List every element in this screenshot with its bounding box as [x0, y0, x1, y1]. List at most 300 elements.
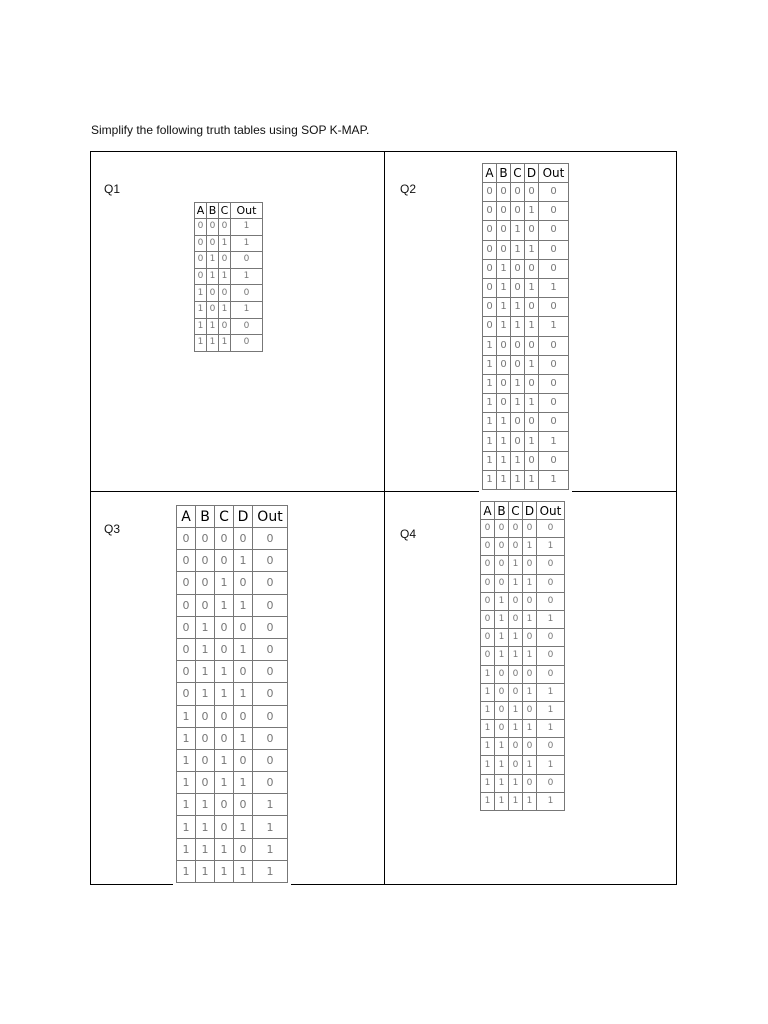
table-cell: 1 [497, 278, 511, 297]
table-cell: 0 [497, 240, 511, 259]
table-cell: 0 [537, 592, 565, 610]
table-cell: 0 [177, 638, 196, 660]
table-cell: 1 [511, 451, 525, 470]
table-row [483, 355, 569, 374]
table-cell: 1 [253, 838, 288, 860]
table-row [195, 252, 263, 269]
table-row [481, 792, 565, 810]
table-cell: 0 [231, 285, 263, 302]
table-cell: 0 [253, 550, 288, 572]
table-cell: 1 [483, 413, 497, 432]
table-cell: 1 [234, 550, 253, 572]
table-cell: 0 [497, 221, 511, 240]
table-cell: 0 [497, 336, 511, 355]
column-header: B [196, 506, 215, 528]
table-cell: 0 [195, 252, 207, 269]
table-cell: 1 [539, 432, 569, 451]
table-row [177, 705, 288, 727]
table-cell: 0 [511, 278, 525, 297]
table-cell: 1 [195, 335, 207, 352]
table-cell: 0 [523, 629, 537, 647]
table-cell: 0 [525, 259, 539, 278]
table-cell: 1 [495, 592, 509, 610]
table-cell: 1 [177, 860, 196, 882]
table-cell: 0 [509, 683, 523, 701]
table-cell: 0 [525, 183, 539, 202]
table-cell: 0 [253, 594, 288, 616]
table-cell: 1 [523, 610, 537, 628]
table-cell: 1 [525, 470, 539, 489]
table-cell: 0 [495, 701, 509, 719]
question-label-q4: Q4 [400, 527, 417, 541]
column-header: D [525, 164, 539, 183]
table-cell: 0 [231, 318, 263, 335]
table-cell: 0 [481, 520, 495, 538]
table-row [177, 550, 288, 572]
table-row [483, 202, 569, 221]
table-row [483, 221, 569, 240]
table-cell: 0 [495, 683, 509, 701]
table-cell: 0 [525, 298, 539, 317]
table-cell: 1 [215, 772, 234, 794]
table-cell: 0 [539, 394, 569, 413]
table-cell: 0 [234, 749, 253, 771]
table-row [481, 720, 565, 738]
table-cell: 0 [234, 705, 253, 727]
column-header: C [511, 164, 525, 183]
truth-table-q4 [480, 501, 565, 811]
table-cell: 1 [196, 794, 215, 816]
table-row [195, 235, 263, 252]
table-cell: 1 [525, 202, 539, 221]
table-cell: 0 [495, 538, 509, 556]
table-cell: 0 [483, 183, 497, 202]
table-cell: 0 [481, 629, 495, 647]
table-cell: 1 [196, 616, 215, 638]
table-cell: 1 [497, 317, 511, 336]
table-cell: 1 [523, 683, 537, 701]
table-cell: 1 [234, 816, 253, 838]
table-cell: 0 [177, 616, 196, 638]
column-header: C [215, 506, 234, 528]
table-cell: 1 [525, 317, 539, 336]
table-cell: 0 [196, 772, 215, 794]
table-cell: 0 [481, 538, 495, 556]
table-cell: 0 [231, 335, 263, 352]
table-cell: 1 [511, 221, 525, 240]
table-cell: 0 [539, 413, 569, 432]
table-cell: 1 [497, 259, 511, 278]
table-row [481, 701, 565, 719]
table-cell: 0 [523, 738, 537, 756]
table-cell: 0 [525, 221, 539, 240]
column-header: D [523, 502, 537, 520]
table-cell: 1 [495, 629, 509, 647]
table-cell: 1 [481, 774, 495, 792]
table-cell: 1 [509, 629, 523, 647]
table-row [483, 183, 569, 202]
table-row [177, 594, 288, 616]
table-cell: 0 [523, 774, 537, 792]
table-row [177, 749, 288, 771]
table-cell: 1 [509, 774, 523, 792]
table-cell: 0 [253, 661, 288, 683]
table-cell: 1 [253, 816, 288, 838]
table-cell: 0 [207, 235, 219, 252]
table-cell: 0 [509, 738, 523, 756]
table-cell: 0 [207, 219, 219, 236]
table-cell: 0 [177, 594, 196, 616]
table-cell: 0 [177, 572, 196, 594]
table-cell: 0 [497, 183, 511, 202]
table-cell: 0 [219, 219, 231, 236]
table-cell: 1 [483, 470, 497, 489]
table-cell: 0 [495, 520, 509, 538]
table-cell: 1 [483, 394, 497, 413]
table-cell: 0 [539, 336, 569, 355]
question-label-q1: Q1 [104, 182, 121, 196]
table-cell: 1 [231, 301, 263, 318]
table-cell: 1 [253, 860, 288, 882]
table-cell: 1 [177, 749, 196, 771]
table-cell: 1 [231, 235, 263, 252]
table-cell: 1 [219, 301, 231, 318]
table-cell: 0 [539, 451, 569, 470]
table-cell: 1 [523, 720, 537, 738]
table-cell: 0 [509, 538, 523, 556]
table-row [481, 774, 565, 792]
table-cell: 1 [177, 727, 196, 749]
table-cell: 1 [537, 756, 565, 774]
table-cell: 1 [481, 683, 495, 701]
table-cell: 0 [525, 374, 539, 393]
table-row [177, 860, 288, 882]
table-cell: 0 [253, 616, 288, 638]
table-row [195, 285, 263, 302]
table-cell: 1 [231, 219, 263, 236]
table-cell: 0 [195, 235, 207, 252]
table-cell: 0 [525, 451, 539, 470]
table-cell: 1 [537, 610, 565, 628]
table-cell: 1 [177, 705, 196, 727]
table-cell: 1 [511, 470, 525, 489]
table-cell: 1 [481, 701, 495, 719]
table-cell: 0 [207, 301, 219, 318]
table-cell: 1 [511, 394, 525, 413]
table-cell: 1 [219, 268, 231, 285]
table-cell: 0 [539, 298, 569, 317]
table-cell: 1 [195, 318, 207, 335]
table-cell: 1 [196, 816, 215, 838]
table-cell: 0 [253, 749, 288, 771]
table-row [177, 616, 288, 638]
table-cell: 0 [219, 252, 231, 269]
table-row [195, 219, 263, 236]
table-cell: 1 [195, 301, 207, 318]
table-cell: 1 [497, 298, 511, 317]
table-row [481, 520, 565, 538]
table-cell: 0 [483, 259, 497, 278]
table-cell: 0 [523, 701, 537, 719]
table-cell: 1 [495, 610, 509, 628]
table-cell: 1 [234, 638, 253, 660]
table-cell: 0 [234, 616, 253, 638]
table-cell: 1 [539, 317, 569, 336]
column-header: A [481, 502, 495, 520]
table-cell: 1 [537, 701, 565, 719]
column-header: Out [537, 502, 565, 520]
table-header-row [481, 502, 565, 520]
table-cell: 1 [523, 538, 537, 556]
table-cell: 1 [509, 701, 523, 719]
table-cell: 1 [483, 374, 497, 393]
table-cell: 1 [509, 720, 523, 738]
table-cell: 1 [215, 838, 234, 860]
table-cell: 0 [253, 528, 288, 550]
table-cell: 0 [177, 528, 196, 550]
table-cell: 1 [497, 413, 511, 432]
table-row [483, 470, 569, 489]
table-cell: 0 [253, 705, 288, 727]
table-cell: 1 [234, 860, 253, 882]
table-row [195, 335, 263, 352]
table-cell: 0 [537, 520, 565, 538]
table-cell: 0 [539, 374, 569, 393]
table-cell: 0 [539, 183, 569, 202]
table-cell: 0 [511, 432, 525, 451]
table-cell: 1 [215, 594, 234, 616]
table-cell: 0 [196, 550, 215, 572]
table-cell: 0 [215, 816, 234, 838]
table-cell: 1 [495, 647, 509, 665]
question-label-q3: Q3 [104, 522, 121, 536]
table-row [195, 301, 263, 318]
instruction-text: Simplify the following truth tables using SOP K-MAP. [91, 123, 370, 137]
table-cell: 0 [497, 394, 511, 413]
table-row [483, 432, 569, 451]
table-cell: 1 [525, 394, 539, 413]
table-cell: 0 [231, 252, 263, 269]
table-cell: 1 [509, 647, 523, 665]
table-cell: 0 [495, 665, 509, 683]
table-row [481, 665, 565, 683]
table-cell: 1 [207, 252, 219, 269]
table-row [483, 374, 569, 393]
table-cell: 1 [511, 374, 525, 393]
table-row [177, 528, 288, 550]
table-cell: 0 [215, 616, 234, 638]
column-header: B [497, 164, 511, 183]
table-cell: 0 [495, 720, 509, 738]
grid-horizontal-divider [90, 491, 677, 492]
column-header: Out [231, 203, 263, 219]
table-cell: 0 [497, 374, 511, 393]
table-cell: 1 [483, 432, 497, 451]
table-cell: 1 [497, 451, 511, 470]
table-cell: 0 [483, 317, 497, 336]
table-cell: 1 [215, 683, 234, 705]
table-row [177, 727, 288, 749]
table-cell: 0 [511, 259, 525, 278]
table-header-row [177, 506, 288, 528]
table-cell: 0 [509, 610, 523, 628]
table-row [481, 647, 565, 665]
table-cell: 1 [196, 661, 215, 683]
table-cell: 0 [537, 774, 565, 792]
table-cell: 0 [539, 221, 569, 240]
table-cell: 0 [177, 550, 196, 572]
column-header: A [195, 203, 207, 219]
table-cell: 0 [207, 285, 219, 302]
table-cell: 1 [537, 792, 565, 810]
table-row [483, 240, 569, 259]
table-row [483, 413, 569, 432]
table-cell: 0 [215, 638, 234, 660]
table-cell: 1 [234, 727, 253, 749]
table-cell: 1 [177, 772, 196, 794]
table-cell: 0 [509, 756, 523, 774]
table-cell: 0 [537, 665, 565, 683]
table-row [483, 394, 569, 413]
table-cell: 1 [196, 683, 215, 705]
table-row [195, 268, 263, 285]
table-cell: 0 [253, 638, 288, 660]
table-row [481, 738, 565, 756]
truth-table-q3 [176, 505, 288, 883]
table-cell: 1 [177, 816, 196, 838]
table-cell: 1 [234, 683, 253, 705]
table-row [483, 278, 569, 297]
table-row [177, 638, 288, 660]
table-cell: 0 [215, 794, 234, 816]
table-header-row [195, 203, 263, 219]
table-cell: 1 [219, 235, 231, 252]
table-cell: 1 [523, 756, 537, 774]
truth-table-q1 [194, 202, 263, 352]
table-cell: 0 [495, 556, 509, 574]
table-cell: 0 [537, 556, 565, 574]
table-cell: 0 [481, 610, 495, 628]
table-cell: 1 [537, 538, 565, 556]
table-cell: 0 [219, 318, 231, 335]
table-row [483, 259, 569, 278]
table-row [177, 572, 288, 594]
table-cell: 0 [234, 661, 253, 683]
table-cell: 0 [509, 592, 523, 610]
table-cell: 0 [219, 285, 231, 302]
table-row [177, 683, 288, 705]
table-row [483, 298, 569, 317]
table-row [481, 556, 565, 574]
table-row [177, 794, 288, 816]
table-cell: 0 [511, 336, 525, 355]
table-cell: 0 [525, 413, 539, 432]
table-cell: 1 [537, 683, 565, 701]
column-header: Out [253, 506, 288, 528]
table-cell: 0 [481, 574, 495, 592]
table-cell: 0 [495, 574, 509, 592]
table-row [481, 629, 565, 647]
table-cell: 0 [177, 661, 196, 683]
table-cell: 0 [509, 665, 523, 683]
table-cell: 1 [196, 838, 215, 860]
table-cell: 0 [195, 219, 207, 236]
table-cell: 0 [234, 528, 253, 550]
table-cell: 0 [196, 749, 215, 771]
table-cell: 1 [215, 661, 234, 683]
table-cell: 1 [483, 336, 497, 355]
table-cell: 1 [207, 335, 219, 352]
table-cell: 0 [196, 705, 215, 727]
table-cell: 1 [525, 432, 539, 451]
table-row [483, 336, 569, 355]
table-cell: 1 [234, 772, 253, 794]
table-cell: 1 [539, 278, 569, 297]
table-cell: 0 [481, 647, 495, 665]
table-row [177, 838, 288, 860]
table-cell: 0 [196, 528, 215, 550]
table-cell: 1 [215, 749, 234, 771]
table-row [481, 592, 565, 610]
table-cell: 1 [195, 285, 207, 302]
column-header: A [177, 506, 196, 528]
table-cell: 1 [481, 665, 495, 683]
column-header: A [483, 164, 497, 183]
table-cell: 1 [495, 738, 509, 756]
column-header: D [234, 506, 253, 528]
table-cell: 1 [253, 794, 288, 816]
table-cell: 0 [539, 202, 569, 221]
table-cell: 0 [253, 772, 288, 794]
table-cell: 0 [253, 683, 288, 705]
table-cell: 0 [539, 259, 569, 278]
table-cell: 1 [196, 860, 215, 882]
table-row [177, 772, 288, 794]
table-cell: 1 [231, 268, 263, 285]
question-label-q2: Q2 [400, 182, 417, 196]
table-cell: 0 [525, 336, 539, 355]
table-cell: 1 [481, 720, 495, 738]
table-cell: 0 [537, 574, 565, 592]
table-cell: 0 [523, 592, 537, 610]
table-cell: 0 [523, 520, 537, 538]
table-cell: 0 [537, 647, 565, 665]
table-cell: 0 [539, 240, 569, 259]
table-cell: 0 [177, 683, 196, 705]
table-cell: 1 [523, 574, 537, 592]
table-cell: 1 [497, 470, 511, 489]
table-cell: 1 [511, 317, 525, 336]
table-cell: 0 [234, 838, 253, 860]
table-cell: 1 [523, 792, 537, 810]
table-row [177, 816, 288, 838]
table-cell: 0 [539, 355, 569, 374]
table-cell: 0 [511, 355, 525, 374]
table-row [483, 451, 569, 470]
table-cell: 0 [483, 298, 497, 317]
table-row [481, 683, 565, 701]
table-row [481, 610, 565, 628]
table-cell: 0 [509, 520, 523, 538]
table-cell: 0 [195, 268, 207, 285]
table-cell: 1 [495, 792, 509, 810]
table-cell: 1 [234, 594, 253, 616]
column-header: B [207, 203, 219, 219]
table-cell: 1 [207, 268, 219, 285]
table-cell: 1 [481, 738, 495, 756]
table-cell: 1 [207, 318, 219, 335]
table-cell: 1 [511, 298, 525, 317]
